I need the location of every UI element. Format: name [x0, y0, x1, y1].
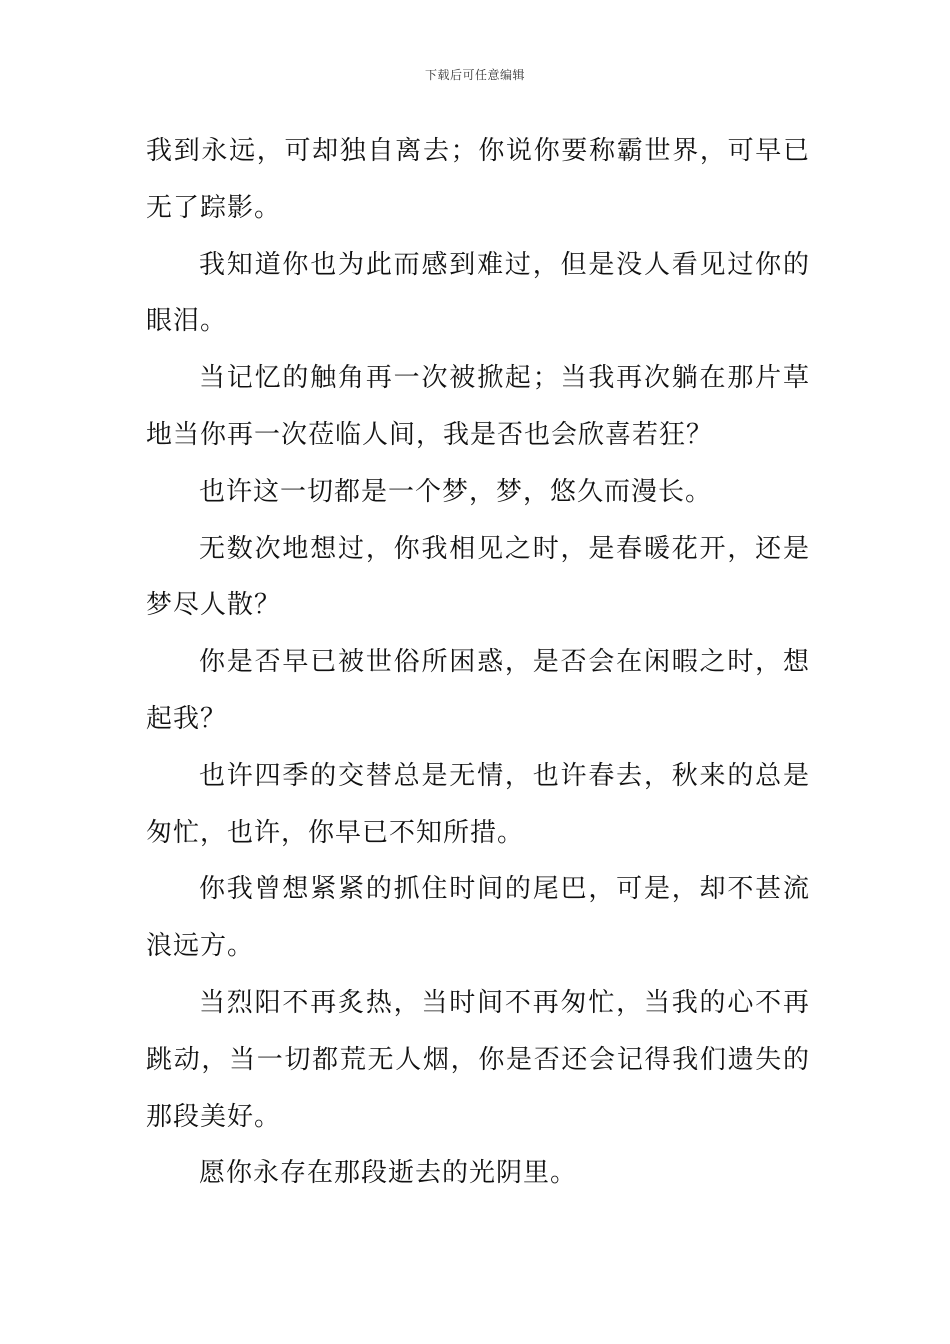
paragraph: 也许四季的交替总是无情，也许春去，秋来的总是匆忙，也许，你早已不知所措。: [146, 760, 810, 848]
paragraph: 你是否早已被世俗所困惑，是否会在闲暇之时，想起我？: [146, 647, 810, 734]
paragraph: 无数次地想过，你我相见之时，是春暖花开，还是梦尽人散？: [146, 533, 810, 621]
header-note: 下载后可任意编辑: [424, 68, 525, 82]
paragraph: 也许这一切都是一个梦，梦，悠久而漫长。: [199, 476, 713, 507]
paragraph: 你我曾想紧紧的抓住时间的尾巴，可是，却不甚流浪远方。: [146, 874, 810, 962]
body-text: [146, 123, 810, 1202]
paragraph: 当记忆的触角再一次被掀起；当我再次躺在那片草地当你再一次莅临人间，我是否也会欣喜若狂？: [146, 363, 810, 450]
paragraph: 愿你永存在那段逝去的光阴里。: [199, 1158, 578, 1189]
paragraph: 当烈阳不再炙热，当时间不再匆忙，当我的心不再跳动，当一切都荒无人烟，你是否还会记得我们遗失的那段美好。: [146, 987, 810, 1132]
paragraph: 我知道你也为此而感到难过，但是没人看见过你的眼泪。: [146, 249, 810, 337]
paragraph: 我到永远，可却独自离去；你说你要称霸世界，可早已无了踪影。: [146, 136, 810, 223]
